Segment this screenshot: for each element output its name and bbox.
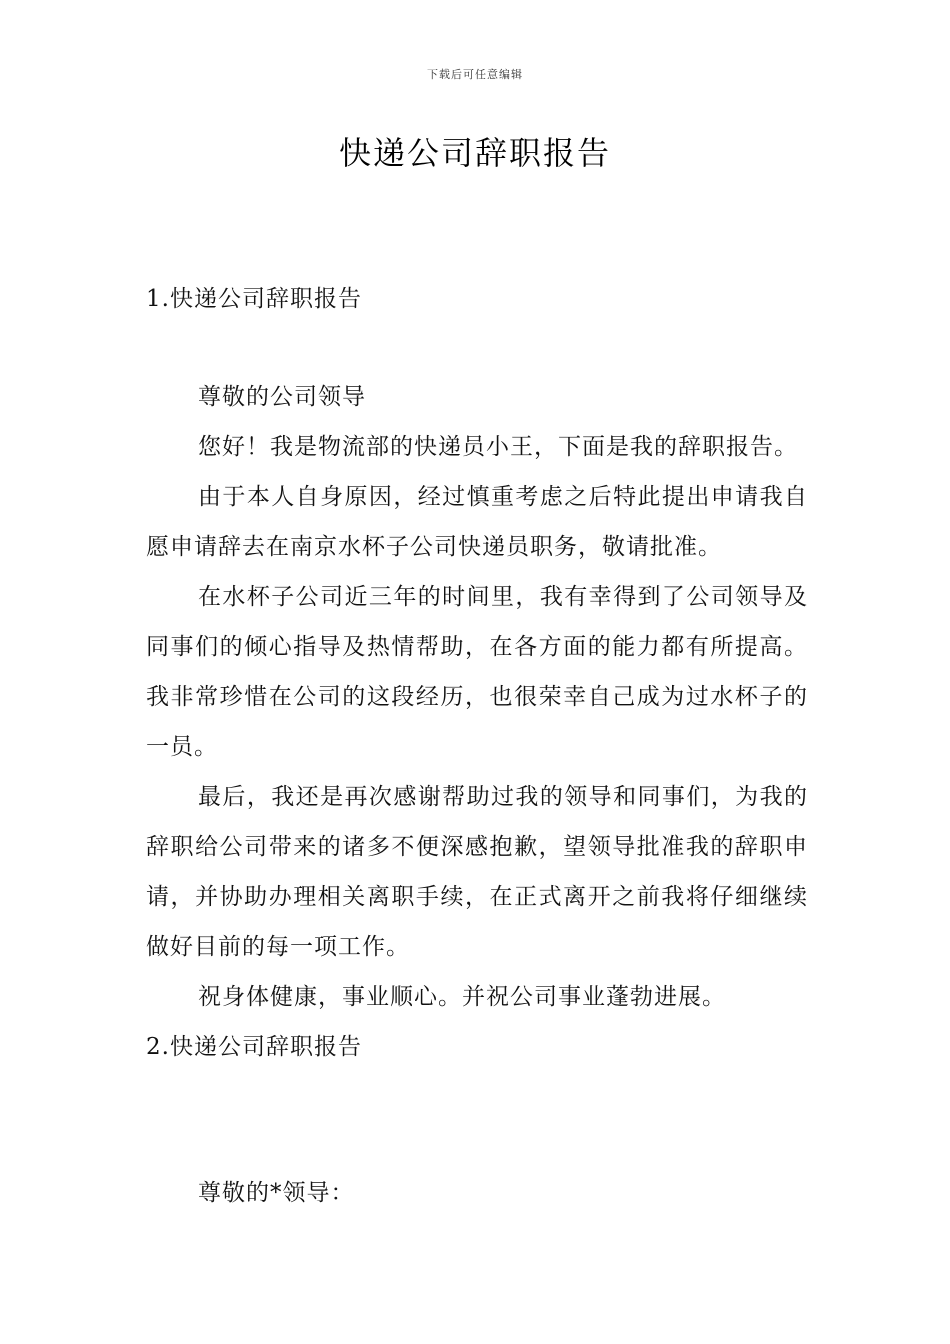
salutation: 尊敬的公司领导 [198,384,366,410]
page-title: 快递公司辞职报告 [338,134,611,172]
paragraph: 在水杯子公司近三年的时间里，我有幸得到了公司领导及同事们的倾心指导及热情帮助，在各方面的能力都有所提高。我非常珍惜在公司的这段经历，也很荣幸自己成为过水杯子的一员。 [146,584,808,760]
section-1-heading-block [146,274,808,324]
salutation: 尊敬的*领导： [198,1180,355,1206]
paragraph: 由于本人自身原因，经过慎重考虑之后特此提出申请我自愿申请辞去在南京水杯子公司快递员职务，敬请批准。 [146,484,808,560]
section-heading: 2.快递公司辞职报告 [146,1034,362,1060]
header-note: 下载后可任意编辑 [427,68,523,81]
section-1-body [146,372,808,1072]
paragraph: 最后，我还是再次感谢帮助过我的领导和同事们，为我的辞职给公司带来的诸多不便深感抱歉，望领导批准我的辞职申请，并协助办理相关离职手续，在正式离开之前我将仔细继续做好目前的每一项工作。 [146,784,808,960]
section-heading: 1.快递公司辞职报告 [146,286,362,312]
paragraph: 祝身体健康，事业顺心。并祝公司事业蓬勃进展。 [198,984,726,1010]
paragraph: 您好！我是物流部的快递员小王，下面是我的辞职报告。 [198,434,798,460]
section-2-body [146,1168,808,1218]
